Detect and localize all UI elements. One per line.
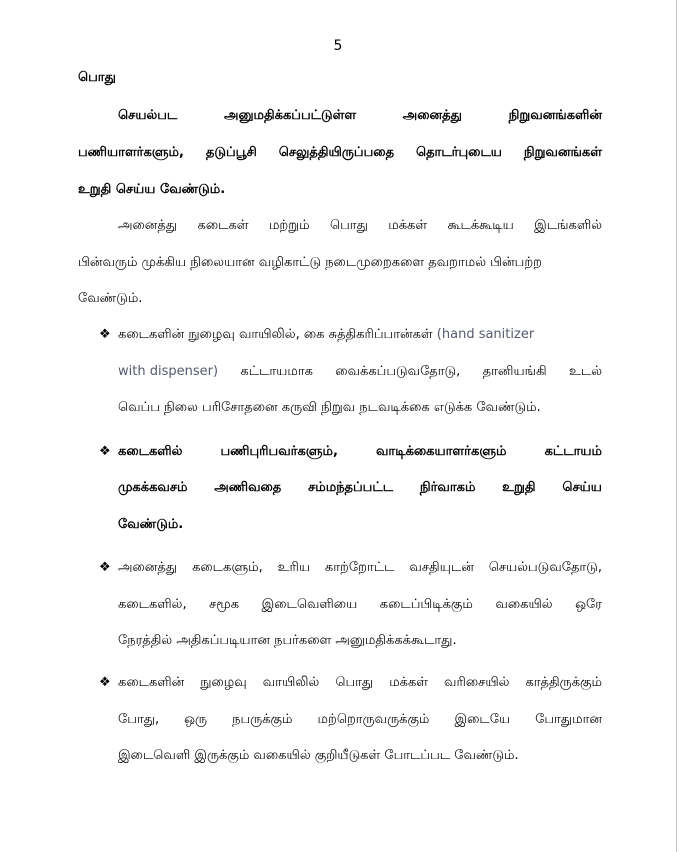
bullet4-line1 — [118, 675, 602, 691]
bullet-diamond-icon: ❖ — [99, 560, 111, 575]
word: உறுதி — [502, 480, 536, 495]
word: அனைத்து — [402, 108, 462, 123]
bullet2-line3: வேண்டும். — [118, 517, 184, 532]
bullet1-line2 — [118, 364, 602, 380]
word: நபருக்கும் — [232, 712, 293, 727]
word: மக்கள் — [389, 675, 429, 690]
word: கட்டாயமாக — [240, 364, 313, 379]
bullet1-line1 — [118, 327, 534, 343]
para2-line3: வேண்டும். — [78, 291, 143, 306]
word: உரிய — [277, 560, 310, 575]
word: கடைகளும், — [192, 560, 263, 575]
bullet3-line1 — [118, 560, 602, 576]
word: செயல்படுவதோடு, — [488, 560, 602, 575]
word: கடைகளின் — [118, 675, 185, 690]
word: அனைத்து — [118, 560, 178, 575]
word: அணிவதை — [214, 480, 282, 495]
bullet4-line2 — [118, 712, 602, 728]
word: கடைகளில், — [118, 597, 187, 612]
word: இடையே — [454, 712, 511, 727]
word: சமூக — [209, 597, 240, 612]
section-heading: பொது — [78, 70, 116, 85]
word: நிறுவனங்களின் — [508, 108, 602, 123]
word: ஒரே — [575, 597, 602, 612]
para1-line1 — [118, 108, 602, 124]
word: சம்மந்தப்பட்ட — [308, 480, 394, 495]
word: வாடிக்கையாளர்களும் — [375, 444, 507, 459]
word: பணிபுரிபவர்களும், — [220, 444, 338, 459]
word: பொது — [329, 218, 368, 233]
word: மக்கள் — [388, 218, 428, 233]
para2-line2: பின்வரும் முக்கிய நிலையான வழிகாட்டு நடைமுறைகளை தவறாமல் பின்பற்ற — [78, 255, 543, 270]
word: வரிசையில் — [444, 675, 510, 690]
word: உடல் — [569, 364, 602, 379]
word: நிர்வாகம் — [419, 480, 476, 495]
word: வகையில் — [495, 597, 553, 612]
word: தொடர்புடைய — [415, 145, 502, 160]
word: அனைத்து — [118, 218, 178, 233]
word: ஒரு — [184, 712, 208, 727]
bullet-diamond-icon: ❖ — [99, 444, 111, 459]
word: பொது — [335, 675, 374, 690]
para1-line3: உறுதி செய்ய வேண்டும். — [78, 182, 226, 197]
para1-line2 — [78, 145, 602, 161]
word: கடைகளில் — [118, 444, 183, 459]
word: செலுத்தியிருப்பதை — [278, 145, 395, 160]
bullet-diamond-icon: ❖ — [99, 327, 111, 342]
word: வசதியுடன் — [409, 560, 474, 575]
bullet3-line3: நேரத்தில் அதிகப்படியான நபர்களை அனுமதிக்கக்கூடாது. — [118, 633, 457, 648]
word: பணியாளர்களும், — [78, 145, 184, 160]
word: காத்திருக்கும் — [525, 675, 602, 690]
bullet1-english-text: (hand sanitizer — [436, 327, 535, 342]
page-number: 5 — [333, 38, 343, 54]
bullet3-line2 — [118, 597, 602, 613]
word: கூடக்கூடிய — [447, 218, 514, 233]
word: தானியங்கி — [482, 364, 547, 379]
word: கடைகள் — [197, 218, 249, 233]
word: வாயிலில் — [262, 675, 320, 690]
word: நுழைவு — [200, 675, 247, 690]
word: செயல்பட — [118, 108, 178, 123]
word: கட்டாயம் — [544, 444, 602, 459]
bullet2-line1 — [118, 444, 602, 460]
bullet1-english-text: with dispenser) — [118, 364, 219, 379]
word: கடைப்பிடிக்கும் — [379, 597, 473, 612]
bullet4-line3: இடைவெளி இருக்கும் வகையில் குறியீடுகள் போடப்பட வேண்டும். — [118, 748, 519, 763]
word: காற்றோட்ட — [324, 560, 395, 575]
word: மற்றொருவருக்கும் — [317, 712, 430, 727]
word: மற்றும் — [268, 218, 310, 233]
word: செய்ய — [562, 480, 602, 495]
word: போதுமான — [535, 712, 602, 727]
bullet-diamond-icon: ❖ — [99, 675, 111, 690]
bullet1-tamil-text: கடைகளின் நுழைவு வாயிலில், கை சுத்திகரிப்பான்கள் — [118, 327, 433, 342]
word: தடுப்பூசி — [205, 145, 257, 160]
word: நிறுவனங்கள் — [523, 145, 602, 160]
bullet2-line2 — [118, 480, 602, 496]
para2-line1 — [118, 218, 602, 234]
word: அனுமதிக்கப்பட்டுள்ள — [224, 108, 357, 123]
word: இடங்களில் — [534, 218, 602, 233]
word: இடைவெளியை — [261, 597, 358, 612]
bullet1-line3: வெப்ப நிலை பரிசோதனை கருவி நிறுவ நடவடிக்கை எடுக்க வேண்டும். — [118, 400, 541, 415]
word: வைக்கப்படுவதோடு, — [335, 364, 461, 379]
word: போது, — [118, 712, 160, 727]
word: முகக்கவசம் — [118, 480, 188, 495]
